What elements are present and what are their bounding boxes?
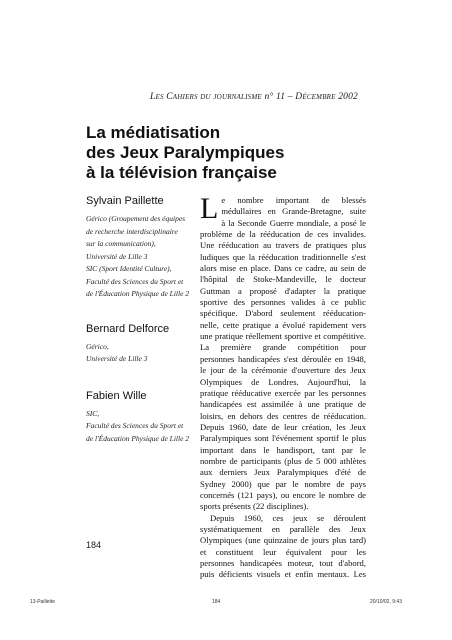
affiliation-line: Faculté des Sciences du Sport et [86,421,184,430]
author-block [86,195,198,301]
body-line: loisirs, en dehors des centres de rééducation. [200,410,366,421]
drop-cap: L [200,192,219,225]
body-line: concernés (121 pays), ou encore le nombre de [200,489,366,500]
body-line: Depuis 1960, date de leur création, les Jeux [200,421,366,432]
body-line: nelle, cette pratique a évolué rapidement vers [200,319,366,330]
body-line: à la Seconde Guerre mondiale, a posé le [221,217,366,228]
body-line: une pratique réellement sportive et compétitive. [200,331,366,342]
author-name: Sylvain Paillette [86,195,164,207]
body-line: Une rééducation au travers de pratiques plus [200,240,366,251]
journal-name: Les Cahiers du journalisme [150,92,262,102]
body-line: Guttman a proposé d'adapter la pratique [200,285,366,296]
affiliation-line: Gérico, [86,341,109,351]
body-line: Olympiques (une quinzaine de jours plus tard) [200,535,366,546]
body-line: nombre de participants (plus de 5 000 athlètes [200,455,366,466]
author-affiliation [86,213,198,301]
article-title [86,123,336,183]
title-line: des Jeux Paralympiques [86,143,285,162]
affiliation-line: SIC, [86,408,100,418]
affiliation-line: de recherche interdisciplinaire [86,226,178,236]
body-line: sportive des personnes valides à ce public [200,297,366,308]
body-line: Olympiques de Londres. Aujourd'hui, la [200,376,366,387]
affiliation-line: Faculté des Sciences du Sport et [86,276,184,286]
body-line: spécifique. D'abord seulement rééducation- [200,308,366,319]
body-line: et constituent leur équivalent pour les [200,546,366,557]
issue-number: n° 11 [264,92,286,102]
body-line: ludiques que la rééducation traditionnelle s'est [200,251,366,262]
affiliation-line: de l'Éducation Physique de Lille 2 [86,289,190,298]
footer-page: 184 [212,599,221,605]
body-paragraphs [200,192,366,581]
body-line: sports présents (22 disciplines). [200,501,309,512]
affiliation-line: sur la communication), [86,239,156,248]
body-line: Sydney 2000) que par le nombre de pays [200,478,366,489]
header-separator: – [287,92,293,102]
body-line: systématiquement en parallèle des Jeux [200,523,366,534]
body-line: handicapées est assimilée à une pratique de [200,399,366,410]
footer-file: 13-Paillette [30,599,56,605]
author-name: Fabien Wille [86,389,147,402]
affiliation-line: de l'Éducation Physique de Lille 2 [86,433,190,443]
title-line: à la télévision française [86,163,277,182]
running-header [150,92,358,102]
body-line: Paralympiques sont l'événement sportif le plus [200,433,366,444]
author-block [86,323,198,366]
footer-timestamp: 20/10/02, 9:43 [370,599,402,605]
issue-date: Décembre 2002 [295,92,358,102]
body-line: médullaires en Grande-Bretagne, suite [221,206,366,217]
body-line: aux derniers Jeux Paralympiques d'été de [200,467,366,478]
body-line: puis déficients visuels et enfin mentaux. Les [200,569,366,580]
body-line: alors mise en place. Dans ce cadre, au sein de [200,263,366,274]
author-affiliation [86,408,198,446]
body-line: problème de la rééducation de ces invalides. [200,229,366,240]
body-line: e nombre important de blessés [221,195,366,205]
affiliation-line: Gérico (Groupement des équipes [86,214,186,223]
body-line: personnes handicapées moteur, tout d'abord, [200,558,366,568]
title-line: La médiatisation [86,123,221,142]
body-line: Depuis 1960, ces jeux se déroulent [210,512,366,523]
body-line: le jour de la cérémonie d'ouverture des Jeux [200,365,366,376]
author-column [86,195,198,459]
affiliation-line: Université de Lille 3 [86,354,148,363]
affiliation-line: Université de Lille 3 [86,251,148,261]
page-number: 184 [86,540,102,550]
author-name: Bernard Delforce [86,322,170,335]
affiliation-line: SIC (Sport Identité Culture), [86,264,172,273]
body-line: personnes handicapées s'est déroulée en 1948, [200,353,366,364]
author-block [86,390,198,446]
author-affiliation [86,341,198,366]
body-line: important dans le handisport, tant par le [200,444,366,455]
article-body [200,192,366,581]
body-line: La première grande compétition pour [200,342,366,353]
body-line: pratique rééducative exercée par les personnes [200,387,366,398]
body-line: l'hôpital de Stoke-Mandeville, le docteur [200,274,366,285]
